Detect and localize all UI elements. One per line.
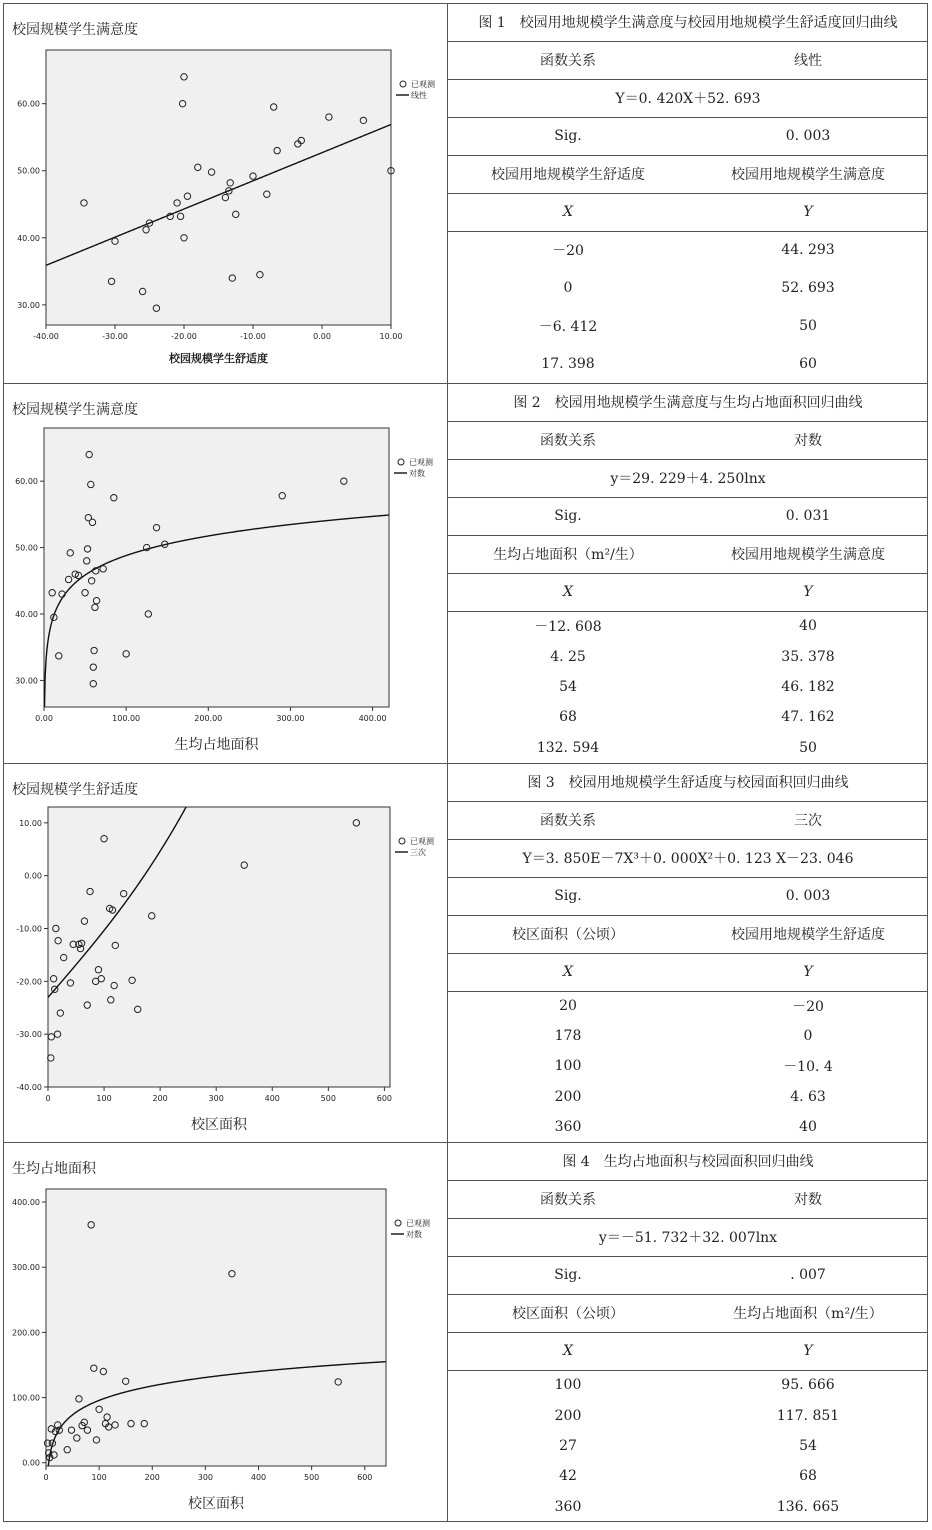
table-cell: 42 (559, 1468, 577, 1485)
table-cell: 图 1 校园用地规模学生满意度与校园用地规模学生舒适度回归曲线 (478, 15, 898, 31)
x-axis-label: 生均占地面积 (174, 737, 259, 753)
symbol-row (448, 953, 928, 991)
table-cell: 对数 (794, 433, 822, 449)
equation-row (448, 1218, 928, 1256)
column-header-row (448, 155, 928, 193)
table-cell: 三次 (794, 813, 822, 829)
y-tick-label: 60.00 (15, 477, 38, 487)
equation-row (448, 459, 928, 497)
legend-fit-label: 线性 (411, 91, 427, 100)
table-cell: －10. 4 (783, 1059, 833, 1076)
table-row (448, 1400, 928, 1430)
legend-fit-label: 对数 (406, 1230, 422, 1239)
table-cell: 函数关系 (540, 813, 596, 829)
x-axis-label: 校园规模学生舒适度 (169, 352, 268, 365)
x-tick-label: -20.00 (171, 332, 197, 341)
table-cell: 0. 003 (785, 128, 831, 144)
legend-fit-label: 三次 (410, 848, 426, 857)
y-tick-label: 40.00 (17, 233, 40, 243)
function-type-row (448, 1180, 928, 1218)
regression-table-4 (448, 1142, 928, 1522)
column-header-row (448, 535, 928, 573)
table-cell: 0 (803, 1028, 813, 1045)
y-tick-label: 30.00 (17, 300, 40, 310)
table-cell: X (563, 964, 573, 980)
table-cell: Y (803, 584, 813, 600)
table-cell: 函数关系 (540, 1192, 596, 1208)
table-cell: 360 (554, 1118, 582, 1135)
equation-row (448, 79, 928, 117)
table-row (448, 733, 928, 763)
equation-row (448, 839, 928, 877)
table-cell: －20 (792, 999, 824, 1016)
table-cell: 100 (554, 1058, 582, 1075)
x-tick-label: 600 (357, 1473, 373, 1482)
table-cell: 校园用地规模学生舒适度 (491, 167, 645, 183)
table-cell: 54 (559, 678, 577, 695)
x-tick-label: -40.00 (33, 332, 59, 341)
table-cell: 校园用地规模学生舒适度 (731, 927, 885, 943)
function-type-row (448, 801, 928, 839)
chart-title: 校园规模学生舒适度 (12, 782, 138, 798)
table-cell: 0. 003 (785, 888, 831, 904)
regression-table-1 (448, 3, 928, 383)
x-tick-label: 500 (303, 1473, 320, 1482)
table-cell: 95. 666 (781, 1377, 835, 1394)
table-cell: X (563, 204, 573, 220)
table-cell: y＝－51. 732＋32. 007lnx (598, 1230, 778, 1246)
x-tick-label: 400 (250, 1473, 267, 1482)
table-cell: 生均占地面积（m²/生） (733, 1306, 883, 1322)
table-cell: 线性 (794, 53, 822, 69)
table-cell: 校区面积（公顷） (512, 1306, 624, 1322)
table-cell: 200 (554, 1407, 582, 1424)
table-cell: . 007 (790, 1267, 826, 1283)
table-caption (448, 763, 928, 801)
significance-row (448, 1256, 928, 1294)
table-cell: 0. 031 (785, 508, 831, 524)
table-cell: 40 (799, 1118, 817, 1135)
table-cell: Sig. (554, 508, 582, 524)
table-cell: 4. 25 (550, 648, 586, 665)
table-row (448, 611, 928, 641)
table-cell: 图 3 校园用地规模学生舒适度与校园面积回归曲线 (527, 775, 849, 791)
legend-observed-marker (395, 1220, 401, 1226)
x-tick-label: 500 (320, 1094, 336, 1103)
x-tick-label: 0.00 (313, 332, 331, 341)
table-cell: 136. 665 (776, 1498, 840, 1515)
table-cell: 20 (559, 998, 577, 1015)
y-tick-label: 30.00 (15, 676, 38, 686)
table-cell: 200 (554, 1088, 582, 1105)
table-row (448, 702, 928, 732)
y-tick-label: -20.00 (16, 977, 42, 987)
plot-area (46, 1189, 386, 1466)
x-tick-label: 300 (208, 1094, 224, 1103)
table-cell: －12. 608 (534, 619, 602, 636)
table-row (448, 307, 928, 345)
x-tick-label: 100 (96, 1094, 112, 1103)
x-tick-label: 100.00 (112, 714, 141, 723)
table-cell: 50 (799, 739, 817, 756)
column-header-row (448, 1294, 928, 1332)
regression-table-2 (448, 383, 928, 763)
x-tick-label: 10.00 (379, 332, 403, 341)
y-tick-label: 0.00 (22, 1458, 40, 1468)
legend-observed-marker (398, 459, 404, 465)
table-row (448, 1370, 928, 1400)
chart-panel-1 (3, 3, 447, 383)
x-tick-label: 0.00 (35, 714, 53, 723)
legend-fit-label: 对数 (409, 469, 425, 478)
column-header-row (448, 915, 928, 953)
table-cell: y＝29. 229＋4. 250lnx (610, 471, 766, 487)
chart-panel-4 (3, 1142, 447, 1522)
table-cell: 校园用地规模学生满意度 (731, 167, 885, 183)
function-type-row (448, 421, 928, 459)
legend-observed-marker (399, 838, 405, 844)
table-caption (448, 3, 928, 41)
legend-observed-label: 已观测 (410, 837, 434, 846)
regression-table-3 (448, 763, 928, 1142)
y-tick-label: 40.00 (15, 610, 38, 619)
x-tick-label: 600 (376, 1094, 393, 1103)
significance-row (448, 117, 928, 155)
legend-observed-label: 已观测 (411, 80, 435, 89)
x-tick-label: 100 (91, 1473, 107, 1482)
table-cell: 生均占地面积（m²/生） (493, 547, 643, 563)
x-tick-label: 200 (144, 1473, 160, 1482)
table-cell: 178 (554, 1028, 582, 1045)
x-tick-label: 0 (45, 1094, 51, 1103)
table-row (448, 672, 928, 702)
y-tick-label: 50.00 (15, 543, 38, 553)
table-cell: Sig. (554, 128, 582, 144)
x-tick-label: 300.00 (276, 714, 305, 723)
table-cell: 对数 (794, 1192, 822, 1208)
table-row (448, 1461, 928, 1491)
plot-area (46, 50, 391, 325)
y-tick-label: 300.00 (12, 1263, 40, 1273)
table-cell: 校园用地规模学生满意度 (731, 547, 885, 563)
legend-observed-label: 已观测 (409, 458, 433, 467)
y-tick-label: -10.00 (16, 924, 42, 934)
table-cell: 4. 63 (790, 1088, 826, 1105)
table-cell: Y (803, 964, 813, 980)
table-cell: X (563, 1343, 573, 1359)
function-type-row (448, 41, 928, 79)
table-cell: Y＝3. 850E－7X³＋0. 000X²＋0. 123 X－23. 046 (522, 851, 854, 867)
table-row (448, 991, 928, 1021)
plot-area (48, 807, 390, 1087)
table-cell: 68 (799, 1468, 817, 1485)
x-tick-label: 0 (43, 1473, 49, 1482)
table-cell: 校区面积（公顷） (512, 927, 624, 943)
table-cell: 132. 594 (536, 739, 600, 756)
x-tick-label: 400.00 (358, 714, 387, 723)
y-tick-label: 10.00 (19, 818, 42, 828)
y-tick-label: -40.00 (16, 1083, 42, 1092)
significance-row (448, 877, 928, 915)
table-row (448, 1492, 928, 1522)
table-row (448, 1051, 928, 1081)
table-cell: Sig. (554, 1267, 582, 1283)
table-cell: 117. 851 (776, 1407, 840, 1424)
table-cell: 图 4 生均占地面积与校园面积回归曲线 (562, 1154, 814, 1170)
chart-title: 生均占地面积 (12, 1161, 96, 1177)
table-cell: 68 (559, 709, 577, 726)
table-row (448, 231, 928, 269)
table-cell: 44. 293 (781, 242, 835, 258)
table-cell: 46. 182 (781, 678, 835, 695)
table-row (448, 1082, 928, 1112)
table-caption (448, 1142, 928, 1180)
y-tick-label: 50.00 (17, 166, 40, 176)
x-axis-label: 校区面积 (188, 1496, 244, 1512)
y-tick-label: 200.00 (12, 1328, 40, 1338)
x-tick-label: 200 (152, 1094, 168, 1103)
table-cell: －20 (552, 243, 584, 259)
x-tick-label: -30.00 (102, 332, 128, 341)
chart-title: 校园规模学生满意度 (12, 402, 138, 418)
y-tick-label: 0.00 (24, 871, 42, 881)
table-cell: 40 (799, 618, 817, 635)
table-row (448, 1021, 928, 1051)
symbol-row (448, 1332, 928, 1370)
legend-observed-label: 已观测 (406, 1219, 430, 1228)
table-cell: 35. 378 (781, 648, 835, 665)
table-row (448, 269, 928, 307)
x-tick-label: 400 (264, 1094, 280, 1103)
x-axis-label: 校区面积 (191, 1117, 247, 1133)
table-cell: 函数关系 (540, 53, 596, 69)
symbol-row (448, 193, 928, 231)
table-cell: 函数关系 (540, 433, 596, 449)
chart-title: 校园规模学生满意度 (12, 22, 138, 38)
table-cell: 52. 693 (781, 280, 835, 296)
chart-panel-3 (3, 763, 447, 1142)
table-cell: 100 (554, 1377, 582, 1394)
table-caption (448, 383, 928, 421)
symbol-row (448, 573, 928, 611)
table-cell: 54 (799, 1437, 817, 1454)
y-tick-label: 400.00 (12, 1198, 40, 1208)
y-tick-label: 100.00 (12, 1393, 40, 1403)
chart-panel-2 (3, 383, 447, 763)
table-cell: 17. 398 (541, 356, 595, 372)
table-cell: －6. 412 (538, 319, 598, 335)
x-tick-label: 300 (197, 1473, 214, 1482)
table-row (448, 1431, 928, 1461)
table-row (448, 641, 928, 671)
table-cell: 60 (799, 356, 817, 372)
x-tick-label: -10.00 (240, 332, 266, 341)
y-tick-label: 60.00 (17, 99, 40, 109)
table-cell: Y＝0. 420X＋52. 693 (615, 91, 761, 107)
legend-observed-marker (400, 81, 406, 87)
table-cell: 图 2 校园用地规模学生满意度与生均占地面积回归曲线 (513, 395, 863, 411)
table-cell: 0 (563, 280, 573, 296)
table-cell: 360 (554, 1498, 582, 1515)
table-cell: X (563, 584, 573, 600)
table-cell: Y (803, 204, 813, 220)
significance-row (448, 497, 928, 535)
table-cell: Sig. (554, 888, 582, 904)
table-cell: Y (803, 1343, 813, 1359)
y-tick-label: -30.00 (16, 1030, 42, 1040)
table-row (448, 1112, 928, 1142)
table-cell: 47. 162 (781, 709, 835, 726)
table-row (448, 345, 928, 383)
x-tick-label: 200.00 (194, 714, 223, 723)
table-cell: 27 (559, 1437, 577, 1454)
table-cell: 50 (799, 318, 817, 334)
